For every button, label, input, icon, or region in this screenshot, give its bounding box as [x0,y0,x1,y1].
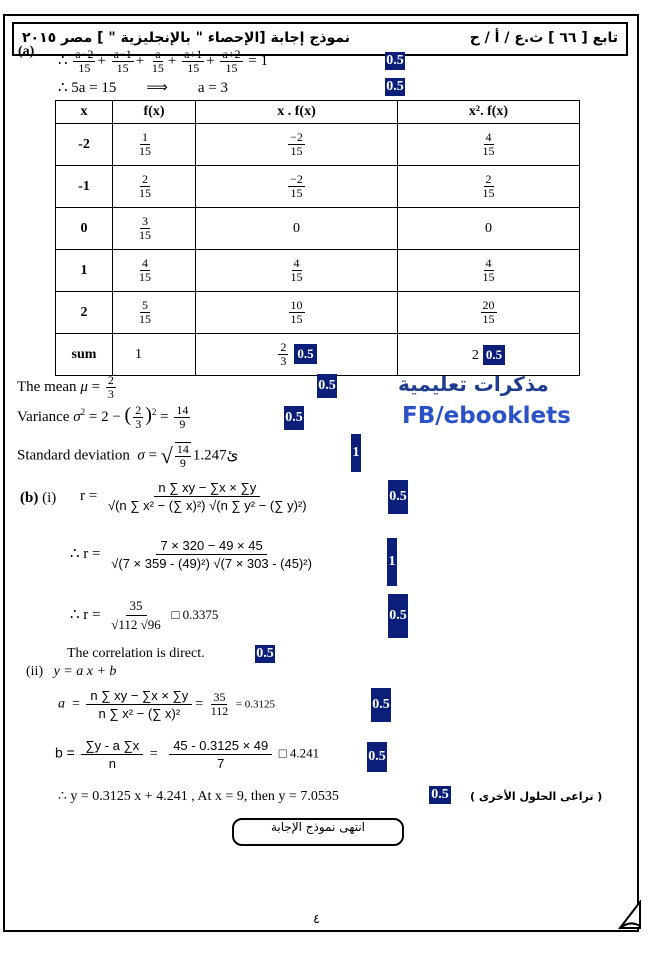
table-cell: 1 [113,334,196,376]
mark-badge: 0.5 [388,594,408,638]
table-cell: $\frac{4}{15}$ [398,250,580,292]
r-formula: r = $\frac{n \sum xy - \sum x \times \sum y}{\text{√(n ∑ x² − (∑ x)²) √(n ∑ y² − (∑ y)²)}}$ [80,480,307,513]
table-row [56,124,580,166]
table-row [56,250,580,292]
mark-badge: 0.5 [317,374,337,398]
brand-arabic-text: مذكرات تعليمية [398,372,549,396]
fraction: $\frac{a-2}{15}$ [75,47,94,75]
mark-badge: 0.5 [284,406,304,430]
table-cell: $\frac{-2}{15}$ [196,124,398,166]
part-b-ii-line: (ii) y = a x + b [26,664,117,679]
fraction: $\frac{a-1}{15}$ [113,47,132,75]
b-formula: b = $\frac{\sum y - a \sum x}{n}$ = $\frac{45 - 0.3125 \times 49}{7}$ □ 4.241 [55,738,320,771]
table-cell: $\frac{5}{15}$ [113,292,196,334]
a-formula: a = $\frac{n \sum xy - \sum x \times \sum y}{\text{n ∑ x² − (∑ x)²}}$ = $\frac{35}{112}$ = 0.3125 [58,688,275,721]
table-row [56,292,580,334]
table-cell: 1 [56,250,113,292]
table-row [56,166,580,208]
fraction: $\frac{a}{15}$ [151,47,164,75]
table-cell: -1 [56,166,113,208]
mark-badge: 0.5 [388,480,408,514]
table-cell: $\frac{4}{15}$ [398,124,580,166]
r-value: ∴ r = $\frac{35}{√112 √96}$ □ 0.3375 [70,598,219,632]
column-header: x [56,101,113,124]
header-reference: تابع [ ٦٦ ] ث.ع / أ / ح [469,30,618,46]
part-a-label: (a) [18,44,35,59]
header-title: نموذج إجابة [الإحصاء " بالإنجليزية " ] مصر ٢٠١٥ [22,30,351,46]
mark-badge: 0.5 [386,53,404,68]
column-header: x². f(x) [398,101,580,124]
part-a-equation-1: ∴ $\frac{a-2}{15}$ + $\frac{a-1}{15}$ + $\frac{a}{15}$ + $\frac{a+1}{15}$ + $\frac{a+2}{15}$ = 1 [58,47,269,75]
page-fold-corner [618,900,642,930]
table-cell: $\frac{4}{15}$ [196,250,398,292]
table-cell: 0 [398,208,580,250]
table-sum-row [56,334,580,376]
brand-fb-link[interactable]: FB/ebooklets [402,403,571,429]
table-cell: 2 0.5 [398,334,580,376]
table-cell: 0 [56,208,113,250]
table-cell: $\frac{2}{15}$ [113,166,196,208]
distribution-table [55,100,580,376]
column-header: f(x) [113,101,196,124]
mark-badge: 0.5 [294,344,316,364]
correlation-text: The correlation is direct. [67,646,205,661]
table-cell: 0 [196,208,398,250]
std-dev-line: Standard deviation σ = √ $\frac{14}{9}$ ئ1.247 [17,442,239,470]
table-cell: -2 [56,124,113,166]
final-equation: ∴ y = 0.3125 x + 4.241 , At x = 9, then y = 7.0535 [58,789,339,804]
table-cell: $\frac{3}{15}$ [113,208,196,250]
page-number: ٤ [313,912,320,927]
table-cell: $\frac{4}{15}$ [113,250,196,292]
table-cell: $\frac{2}{15}$ [398,166,580,208]
table-cell: 2 [56,292,113,334]
part-b-label: (b) (i) [20,490,57,506]
table-cell: $\frac{1}{15}$ [113,124,196,166]
table-header-row [56,101,580,124]
mark-badge: 0.5 [256,646,274,661]
table-row [56,208,580,250]
fraction: $\frac{a+1}{15}$ [184,47,203,75]
table-cell: $\frac{-2}{15}$ [196,166,398,208]
table-cell: sum [56,334,113,376]
table-cell: $\frac{20}{15}$ [398,292,580,334]
mark-badge: 0.5 [371,688,391,722]
mark-badge: 0.5 [483,345,505,365]
r-substitution: ∴ r = $\frac{7 \times 320 - 49 \times 45}{\text{√(7 × 359 - (49)²) √(7 × 303 - (45)²)}}$ [70,538,312,571]
table-cell: $\frac{10}{15}$ [196,292,398,334]
mark-badge: 0.5 [429,786,451,804]
mark-badge: 1 [387,538,397,586]
mark-badge: 1 [351,434,361,472]
mean-line: The mean μ = $\frac{2}{3}$ [17,373,114,401]
end-of-answer-box: انتهى نموذج الإجابة [232,818,404,846]
fraction: $\frac{a+2}{15}$ [222,47,241,75]
mark-badge: 0.5 [386,79,404,94]
mark-badge: 0.5 [367,742,387,772]
part-a-equation-2: ∴ 5a = 15 ⟹ a = 3 [58,80,229,96]
variance-line: Variance $\sigma^2 = 2$ − ( $\frac{2}{3}$ )$^2$ = $\frac{14}{9}$ [17,403,189,432]
table-cell: $\frac{2}{3}$ 0.5 [196,334,398,376]
column-header: x . f(x) [196,101,398,124]
other-solutions-note: ( تراعى الحلول الأخرى ) [470,790,603,803]
